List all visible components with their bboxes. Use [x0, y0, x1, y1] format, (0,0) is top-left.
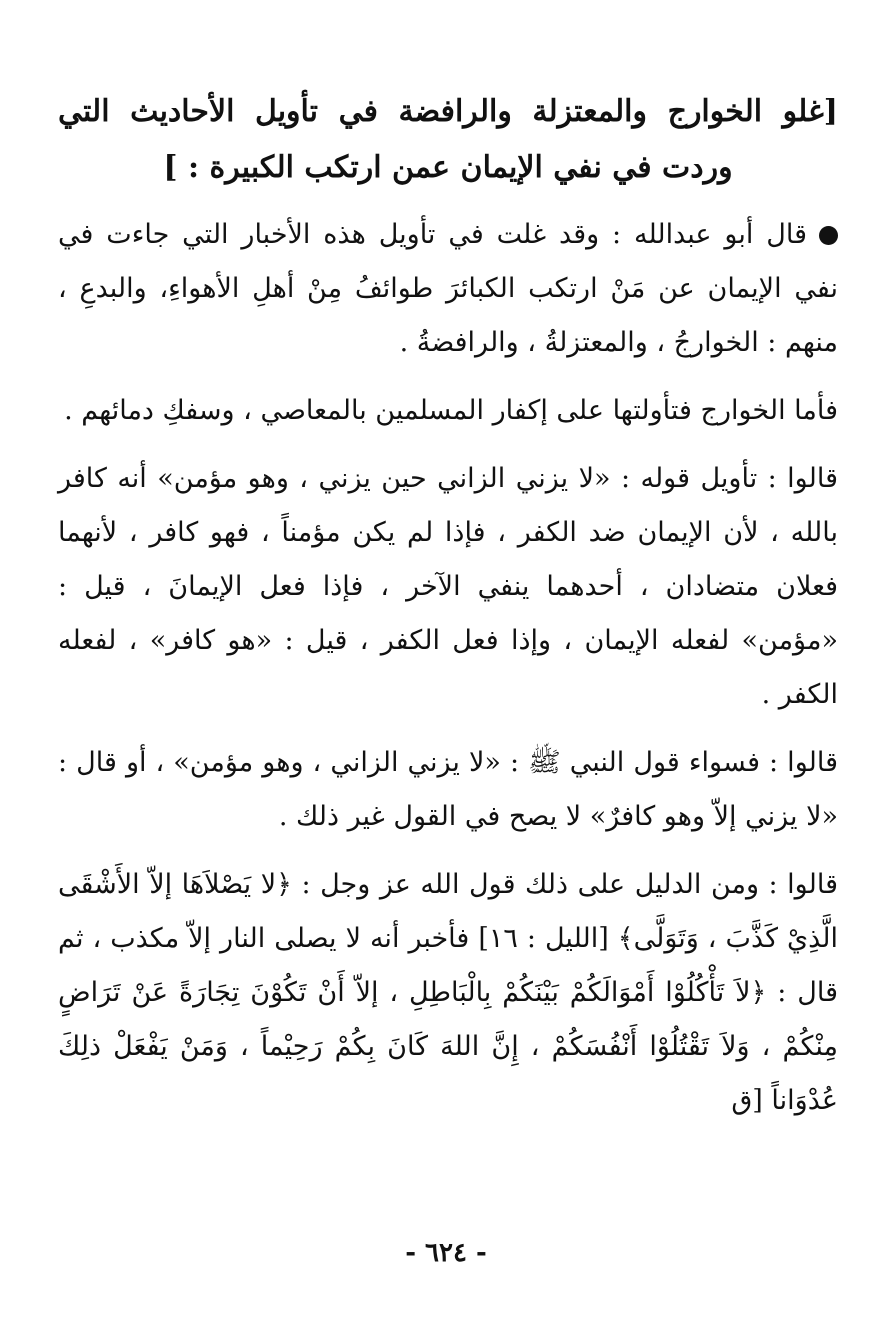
paragraph-1-text: قال أبو عبدالله : وقد غلت في تأويل هذه الأخبار التي جاءت في نفي الإيمان عن مَنْ ارتكب الكبائرَ طوائفُ مِنْ أهلِ الأهواءِ، والبدعِ ، منهم : الخوارجُ ، والمعتزلةُ ، والرافضةُ .	[58, 219, 838, 358]
paragraph-3: قالوا : تأويل قوله : «لا يزني الزاني حين يزني ، وهو مؤمن» أنه كافر بالله ، لأن الإيمان ضد الكفر ، فإذا لم يكن مؤمناً ، فهو كافر ، لأنهما فعلان متضادان ، أحدهما ينفي الآخر ، فإذا فعل الإيمانَ ، قيل : «مؤمن» لفعله الإيمان ، وإذا فعل الكفر ، قيل : «هو كافر» ، لفعله الكفر .	[58, 463, 838, 710]
page-number: - ٦٢٤ -	[405, 1238, 487, 1268]
paragraph-4: قالوا : فسواء قول النبي ﷺ : «لا يزني الزاني ، وهو مؤمن» ، أو قال : «لا يزني إلاّ وهو كافرٌ» لا يصح في القول غير ذلك .	[58, 747, 838, 832]
paragraph-2: فأما الخوارج فتأولتها على إكفار المسلمين بالمعاصي ، وسفكِ دمائهم .	[64, 395, 838, 426]
section-heading: [غلو الخوارج والمعتزلة والرافضة في تأويل الأحاديث التي وردت في نفي الإيمان عمن ارتكب الكبيرة : ]	[58, 94, 838, 185]
bullet-dot-icon	[819, 226, 838, 245]
paragraph-5: قالوا : ومن الدليل على ذلك قول الله عز وجل : ﴿لا يَصْلاَهَا إلاّ الأَشْقَى الَّذِيْ كَذَّبَ ، وَتَوَلَّى﴾ [الليل : ١٦] فأخبر أنه لا يصلى النار إلاّ مكذب ، ثم قال : ﴿لاَ تَأْكُلُوْا أَمْوَالَكُمْ بَيْنَكُمْ بِالْبَاطِلِ ، إلاّ أَنْ تَكُوْنَ تِجَارَةً عَنْ تَرَاضٍ مِنْكُمْ ، وَلاَ تَقْتُلُوْا أَنْفُسَكُمْ ، إِنَّ اللهَ كَانَ بِكُمْ رَحِيْماً ، وَمَنْ يَفْعَلْ ذلِكَ عُدْوَاناً [ق	[58, 869, 839, 1116]
page-body	[58, 84, 838, 1142]
paragraph-1	[58, 208, 838, 370]
